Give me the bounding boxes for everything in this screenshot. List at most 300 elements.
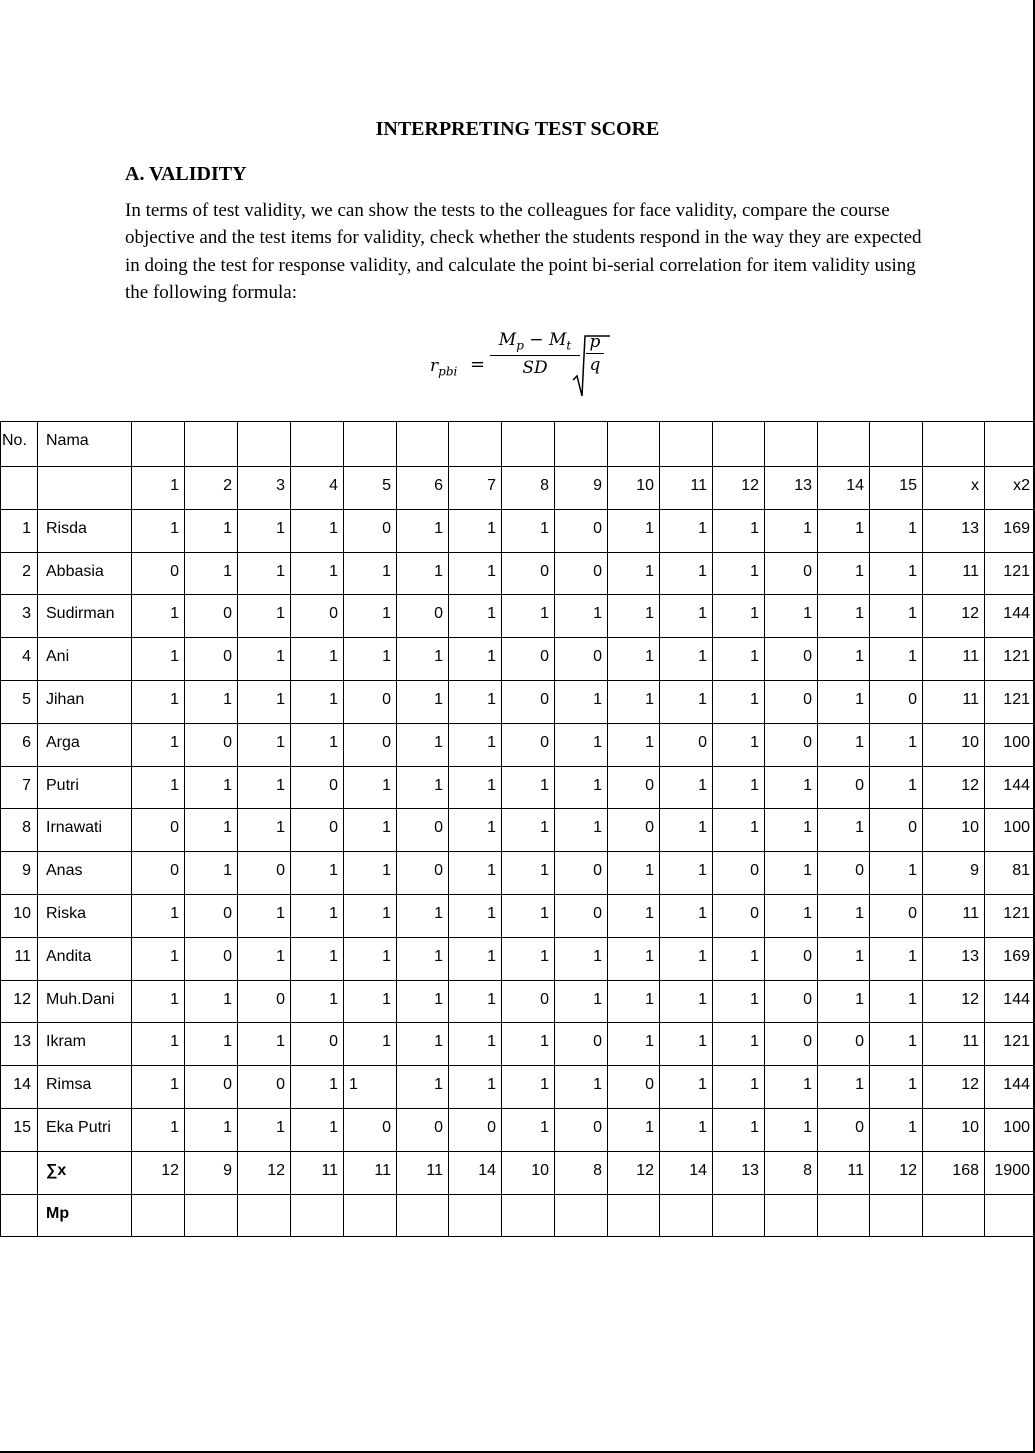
item-score: 1 [870,509,923,552]
row-number: 1 [1,509,38,552]
student-name: Putri [38,766,132,809]
item-score: 1 [132,680,185,723]
item-score: 0 [818,852,870,895]
item-score: 0 [344,1108,397,1151]
item-score: 0 [818,766,870,809]
formula-equals: = [470,354,486,375]
item-score: 1 [132,595,185,638]
item-score: 1 [870,852,923,895]
item-score: 1 [291,638,344,681]
item-score: 1 [132,638,185,681]
item-score: 1 [397,766,449,809]
item-score: 1 [238,937,291,980]
item-score: 1 [291,980,344,1023]
item-score: 0 [397,809,449,852]
empty-cell [1,467,38,510]
item-score: 0 [449,1108,502,1151]
item-score: 1 [344,1023,397,1066]
total-x2: 100 [985,1108,1035,1151]
item-number: 13 [765,467,818,510]
header-empty-cell [185,422,238,467]
item-score: 1 [397,1023,449,1066]
total-x2: 100 [985,723,1035,766]
item-score: 1 [555,766,608,809]
score-table-body [1,422,1035,1237]
item-score: 1 [660,552,713,595]
item-score: 0 [660,723,713,766]
student-row [1,852,1035,895]
item-score: 1 [291,552,344,595]
item-score: 0 [502,552,555,595]
item-number: 6 [397,467,449,510]
item-score: 1 [449,937,502,980]
item-score: 1 [238,1023,291,1066]
item-score: 1 [132,766,185,809]
item-sum: 10 [502,1151,555,1194]
row-number: 9 [1,852,38,895]
item-score: 1 [397,894,449,937]
item-score: 1 [555,723,608,766]
item-sum: 11 [344,1151,397,1194]
row-number: 2 [1,552,38,595]
empty-cell [132,1194,185,1237]
item-score: 0 [132,852,185,895]
empty-cell [238,1194,291,1237]
student-name: Risda [38,509,132,552]
item-number: 12 [713,467,765,510]
item-score: 0 [397,852,449,895]
item-score: 1 [132,937,185,980]
total-x2: 144 [985,766,1035,809]
item-score: 1 [344,1066,397,1109]
item-score: 1 [660,1108,713,1151]
item-score: 1 [291,680,344,723]
item-score: 1 [502,595,555,638]
student-row [1,894,1035,937]
total-x: 10 [923,1108,985,1151]
item-score: 1 [608,638,660,681]
sum-label: ∑x [38,1151,132,1194]
item-score: 1 [818,595,870,638]
empty-cell [502,1194,555,1237]
item-score: 1 [870,595,923,638]
item-score: 0 [238,980,291,1023]
student-name: Anas [38,852,132,895]
header-empty-cell [555,422,608,467]
item-score: 1 [185,852,238,895]
total-x2: 144 [985,595,1035,638]
item-score: 0 [132,809,185,852]
header-empty-cell [985,422,1035,467]
item-number: 15 [870,467,923,510]
item-score: 0 [818,1108,870,1151]
item-score: 1 [713,1108,765,1151]
item-score: 1 [238,509,291,552]
item-score: 1 [765,1066,818,1109]
item-score: 0 [185,638,238,681]
item-score: 1 [713,552,765,595]
student-row [1,980,1035,1023]
item-score: 0 [344,723,397,766]
row-number: 4 [1,638,38,681]
item-score: 1 [555,680,608,723]
item-score: 1 [449,638,502,681]
item-score: 0 [713,852,765,895]
item-score: 1 [449,1066,502,1109]
total-x: 13 [923,509,985,552]
item-score: 1 [502,766,555,809]
empty-cell [291,1194,344,1237]
total-x2: 100 [985,809,1035,852]
item-score: 1 [502,852,555,895]
header-x2: x2 [985,467,1035,510]
student-row [1,1023,1035,1066]
header-name: Nama [38,422,132,467]
item-score: 1 [344,638,397,681]
item-score: 1 [660,894,713,937]
item-number: 2 [185,467,238,510]
item-score: 1 [660,766,713,809]
item-score: 1 [765,509,818,552]
item-score: 1 [555,1066,608,1109]
header-no: No. [1,422,38,467]
item-score: 1 [238,1108,291,1151]
item-score: 1 [185,1023,238,1066]
item-score: 1 [449,1023,502,1066]
row-number: 14 [1,1066,38,1109]
student-name: Jihan [38,680,132,723]
item-score: 0 [291,1023,344,1066]
total-x: 12 [923,595,985,638]
item-score: 1 [660,638,713,681]
item-score: 1 [397,980,449,1023]
row-number: 3 [1,595,38,638]
item-score: 1 [132,980,185,1023]
item-score: 1 [765,1108,818,1151]
item-score: 0 [555,894,608,937]
empty-cell [870,1194,923,1237]
item-score: 1 [765,852,818,895]
item-score: 1 [397,723,449,766]
item-score: 1 [713,638,765,681]
sum-row [1,1151,1035,1194]
row-number: 7 [1,766,38,809]
item-score: 1 [344,852,397,895]
empty-cell [449,1194,502,1237]
item-score: 1 [291,723,344,766]
student-name: Irnawati [38,809,132,852]
item-score: 1 [818,509,870,552]
item-score: 0 [765,980,818,1023]
item-score: 0 [818,1023,870,1066]
student-name: Sudirman [38,595,132,638]
item-score: 1 [870,980,923,1023]
item-score: 1 [660,852,713,895]
formula-numerator: $M_p - M_t$ [490,330,580,356]
header-row [1,422,1035,467]
student-name: Arga [38,723,132,766]
empty-cell [185,1194,238,1237]
page-title: INTERPRETING TEST SCORE [375,118,660,140]
empty-cell [397,1194,449,1237]
item-score: 1 [449,680,502,723]
item-score: 1 [344,766,397,809]
row-number: 11 [1,937,38,980]
item-score: 1 [713,680,765,723]
item-score: 1 [818,809,870,852]
row-number: 13 [1,1023,38,1066]
item-score: 1 [502,1066,555,1109]
item-score: 1 [238,680,291,723]
empty-cell [713,1194,765,1237]
item-score: 1 [608,509,660,552]
item-score: 1 [608,1108,660,1151]
item-number: 8 [502,467,555,510]
item-number: 1 [132,467,185,510]
empty-cell [344,1194,397,1237]
item-score: 1 [660,595,713,638]
item-score: 1 [818,680,870,723]
item-score: 0 [608,766,660,809]
student-name: Muh.Dani [38,980,132,1023]
item-score: 1 [185,809,238,852]
item-score: 1 [185,509,238,552]
item-score: 1 [818,980,870,1023]
item-score: 0 [238,1066,291,1109]
row-number: 6 [1,723,38,766]
empty-cell [985,1194,1035,1237]
student-name: Ikram [38,1023,132,1066]
item-score: 0 [502,680,555,723]
item-score: 1 [397,1066,449,1109]
item-score: 1 [713,595,765,638]
item-score: 1 [608,852,660,895]
item-score: 1 [502,1108,555,1151]
total-x: 13 [923,937,985,980]
item-score: 1 [502,894,555,937]
item-sum: 8 [555,1151,608,1194]
header-empty-cell [870,422,923,467]
item-score: 0 [397,1108,449,1151]
item-score: 0 [555,509,608,552]
item-number: 11 [660,467,713,510]
item-score: 1 [713,1023,765,1066]
header-empty-cell [344,422,397,467]
item-score: 1 [713,1066,765,1109]
item-score: 1 [818,937,870,980]
item-score: 1 [449,852,502,895]
item-score: 0 [555,552,608,595]
item-score: 1 [660,1066,713,1109]
item-score: 1 [870,723,923,766]
item-score: 0 [870,894,923,937]
item-score: 0 [870,680,923,723]
item-score: 1 [344,809,397,852]
total-x2: 169 [985,937,1035,980]
empty-cell [1,1151,38,1194]
item-score: 1 [238,809,291,852]
item-score: 1 [660,1023,713,1066]
item-score: 0 [502,723,555,766]
item-score: 0 [344,509,397,552]
item-score: 1 [870,638,923,681]
header-empty-cell [765,422,818,467]
item-score: 0 [555,852,608,895]
item-number: 7 [449,467,502,510]
total-x2: 121 [985,552,1035,595]
item-sum: 13 [713,1151,765,1194]
item-score: 1 [608,980,660,1023]
item-sum: 12 [132,1151,185,1194]
item-sum: 8 [765,1151,818,1194]
item-score: 0 [765,937,818,980]
item-score: 1 [870,1066,923,1109]
item-score: 1 [291,894,344,937]
item-score: 1 [449,766,502,809]
item-score: 1 [449,552,502,595]
item-score: 1 [132,1023,185,1066]
item-score: 0 [765,1023,818,1066]
item-score: 1 [870,937,923,980]
item-score: 1 [608,680,660,723]
item-score: 1 [608,1023,660,1066]
item-score: 1 [713,766,765,809]
formula-sqrt-fraction: p q [586,331,604,376]
student-row [1,766,1035,809]
total-x2: 121 [985,1023,1035,1066]
empty-cell [923,1194,985,1237]
item-score: 1 [870,1023,923,1066]
item-score: 1 [870,766,923,809]
item-score: 1 [449,509,502,552]
item-score: 1 [713,509,765,552]
item-score: 0 [185,595,238,638]
item-score: 1 [238,552,291,595]
item-score: 1 [713,723,765,766]
total-x2: 121 [985,680,1035,723]
student-row [1,809,1035,852]
header-empty-cell [291,422,344,467]
total-x: 11 [923,894,985,937]
item-score: 1 [765,894,818,937]
item-score: 0 [765,680,818,723]
item-sum: 12 [870,1151,923,1194]
student-row [1,509,1035,552]
item-score: 1 [397,552,449,595]
item-sum: 14 [449,1151,502,1194]
item-number: 3 [238,467,291,510]
item-score: 1 [502,937,555,980]
total-x2: 169 [985,509,1035,552]
row-number: 15 [1,1108,38,1151]
item-score: 1 [765,809,818,852]
empty-cell [555,1194,608,1237]
header-empty-cell [713,422,765,467]
item-score: 1 [818,552,870,595]
student-name: Abbasia [38,552,132,595]
student-row [1,638,1035,681]
item-score: 0 [185,894,238,937]
item-score: 1 [713,980,765,1023]
item-score: 0 [765,552,818,595]
student-name: Riska [38,894,132,937]
mp-label: Mp [38,1194,132,1237]
item-score: 0 [344,680,397,723]
total-x2: 81 [985,852,1035,895]
item-sum: 12 [608,1151,660,1194]
header-empty-cell [132,422,185,467]
section-paragraph: In terms of test validity, we can show the tests to the colleagues for face validity, compare the course objective and the test items for validity, check whether the students respond in the way they are expected in doing the test for response validity, and calculate the point bi-serial correlation for item validity using the following formula: [125,200,922,303]
header-empty-cell [923,422,985,467]
item-score: 1 [449,595,502,638]
item-score: 1 [238,766,291,809]
item-score: 0 [291,809,344,852]
total-x: 10 [923,723,985,766]
header-x: x [923,467,985,510]
item-score: 1 [555,595,608,638]
item-score: 1 [132,894,185,937]
item-score: 0 [185,1066,238,1109]
formula-lhs: $r_{pbi}$ [430,356,458,379]
total-x2: 121 [985,894,1035,937]
student-row [1,552,1035,595]
item-score: 1 [555,937,608,980]
item-number: 14 [818,467,870,510]
item-score: 1 [132,1066,185,1109]
item-score: 0 [132,552,185,595]
header-empty-cell [397,422,449,467]
item-score: 0 [185,937,238,980]
item-score: 1 [291,937,344,980]
total-x: 12 [923,766,985,809]
item-score: 1 [608,937,660,980]
total-x: 12 [923,980,985,1023]
item-score: 0 [397,595,449,638]
total-x2: 144 [985,1066,1035,1109]
item-score: 0 [291,595,344,638]
item-score: 1 [185,980,238,1023]
item-score: 1 [660,509,713,552]
item-score: 1 [344,595,397,638]
item-sum: 11 [397,1151,449,1194]
row-number: 12 [1,980,38,1023]
empty-cell [765,1194,818,1237]
header-empty-cell [608,422,660,467]
item-score: 1 [608,552,660,595]
empty-cell [660,1194,713,1237]
item-score: 1 [344,980,397,1023]
student-row [1,1066,1035,1109]
item-score: 1 [818,723,870,766]
total-x2: 121 [985,638,1035,681]
item-score: 1 [397,937,449,980]
row-number: 8 [1,809,38,852]
student-row [1,723,1035,766]
header-empty-cell [449,422,502,467]
header-empty-cell [660,422,713,467]
item-score: 0 [502,638,555,681]
item-score: 1 [608,894,660,937]
item-score: 1 [870,552,923,595]
empty-cell [818,1194,870,1237]
empty-cell [608,1194,660,1237]
score-table [0,421,1035,1237]
item-score: 1 [132,509,185,552]
item-score: 1 [608,595,660,638]
total-x: 10 [923,809,985,852]
item-score: 1 [660,809,713,852]
student-row [1,1108,1035,1151]
